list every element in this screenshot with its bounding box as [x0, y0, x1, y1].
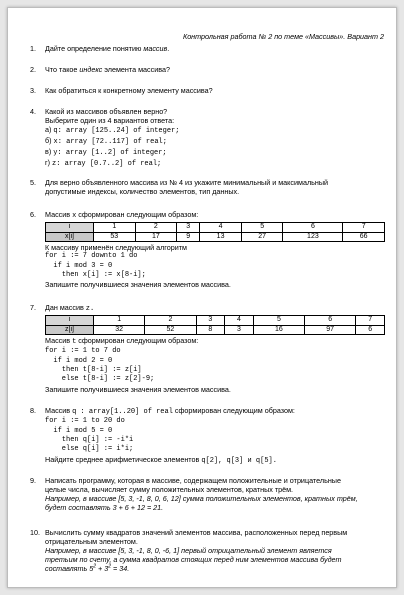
array-table-z — [45, 315, 385, 335]
option-label: в) — [45, 147, 52, 157]
table-cell: 53 — [94, 232, 136, 242]
question-text — [45, 303, 386, 314]
question-number: 9. — [30, 476, 36, 485]
question-10 — [30, 528, 386, 573]
question-3 — [30, 86, 386, 95]
question-number: 6. — [30, 210, 36, 219]
code-line: then q[i] := -i*i — [45, 435, 134, 444]
code-line: for i := 1 to 20 do — [45, 417, 125, 426]
question-text — [45, 210, 386, 221]
exponent: 2 — [93, 563, 97, 570]
intro-text-end: сформирован следующим образом: — [76, 336, 199, 346]
question-number: 1. — [30, 44, 36, 53]
example-text-cont: третьим по счету, а сумма квадратов стоящих перед ним элементов массива будет — [45, 555, 342, 565]
question-number: 8. — [30, 406, 36, 415]
table-cell: i — [46, 223, 94, 233]
code-line: else q[i] := i*i; — [45, 445, 134, 454]
question-text: Дайте определение понятию — [45, 44, 144, 53]
question-6 — [30, 210, 386, 290]
question-number: 10. — [30, 528, 40, 537]
array-name: t — [72, 338, 77, 347]
example-text-cont: будет составлять 3 + 6 + 12 = 21. — [45, 503, 164, 513]
task-elements: q[2], q[3] и q[5]. — [201, 456, 277, 465]
table-cell: 32 — [94, 325, 145, 335]
table-row — [46, 223, 385, 233]
table-cell: z[i] — [46, 325, 94, 335]
table-cell: 9 — [177, 232, 200, 242]
answer-option — [45, 147, 386, 158]
question-text-cont: отрицательным элементом. — [45, 537, 138, 547]
question-text-end: . — [167, 44, 170, 53]
question-text-end: элемента массива? — [102, 65, 170, 74]
table-row — [46, 316, 385, 326]
array-name: z. — [85, 305, 95, 313]
answer-option — [45, 136, 386, 147]
table-cell: 2 — [135, 223, 177, 233]
example-text: Например, в массиве [5, 3, -1, 8, 0, -6, 1] первый отрицательный элемент является — [45, 546, 332, 556]
example-text: Например, в массиве [5, 3, -1, 8, 0, 6, 12] сумма положительных элементов, кратных трём, — [45, 494, 358, 504]
question-text: Что такое — [45, 65, 80, 74]
code-line: if i mod 2 = 0 — [45, 356, 113, 365]
example-part: составлять 5 — [45, 564, 94, 574]
code-line: for i := 7 downto 1 do — [45, 252, 138, 261]
question-number: 7. — [30, 303, 36, 312]
exponent: 2 — [108, 563, 112, 570]
question-task: Запишите получившиеся значения элементов массива. — [45, 280, 231, 290]
table-cell: 8 — [196, 325, 225, 335]
table-cell: 3 — [196, 316, 225, 326]
code-line: else t[8-i] := z[2]-9; — [45, 375, 155, 384]
table-cell: 52 — [145, 325, 196, 335]
question-text: Вычислить сумму квадратов значений элементов массива, расположенных перед первым — [45, 528, 348, 537]
code-line: if i mod 3 = 0 — [45, 261, 113, 270]
table-cell: 6 — [283, 223, 343, 233]
algorithm-intro: К массиву применён следующий алгоритм — [45, 243, 187, 253]
option-label: б) — [45, 136, 52, 146]
question-2 — [30, 65, 386, 74]
question-number: 4. — [30, 107, 36, 116]
table-cell: 27 — [241, 232, 283, 242]
table-cell: 97 — [305, 325, 356, 335]
intro-text: Массив — [45, 210, 73, 219]
table-cell: 7 — [343, 223, 385, 233]
question-number: 3. — [30, 86, 36, 95]
question-5 — [30, 178, 386, 196]
code-line: if i mod 5 = 0 — [45, 426, 113, 435]
example-part: = 34. — [111, 564, 130, 574]
array-table-x — [45, 222, 385, 242]
table-cell: 6 — [356, 325, 385, 335]
question-number: 2. — [30, 65, 36, 74]
table-cell: 123 — [283, 232, 343, 242]
table-cell: 1 — [94, 316, 145, 326]
answer-option — [45, 125, 386, 136]
question-text-cont: целые числа, вычисляет сумму положительных элементов, кратных трём. — [45, 485, 294, 495]
intro-text-end: сформирован следующим образом: — [172, 406, 295, 415]
table-cell: i — [46, 316, 94, 326]
question-text-cont: допустимые индексы, количество элементов, тип данных. — [45, 187, 240, 197]
array-declaration: q : array[1..20] of real — [72, 408, 173, 416]
question-term: индекс — [79, 65, 103, 74]
intro-text: Массив — [45, 406, 73, 415]
table-cell: 16 — [253, 325, 304, 335]
question-8 — [30, 406, 386, 466]
question-task: Запишите получившиеся значения элементов массива. — [45, 384, 231, 394]
example-part: + 3 — [96, 564, 109, 574]
table-cell: 3 — [177, 223, 200, 233]
table-row — [46, 232, 385, 242]
table-cell: 13 — [200, 232, 242, 242]
question-1 — [30, 44, 386, 53]
table-cell: 17 — [135, 232, 177, 242]
question-7 — [30, 303, 386, 394]
code-line: then t[8-i] := z[i] — [45, 366, 142, 374]
option-code: x: array [72..117] of real; — [53, 138, 167, 147]
question-task — [45, 455, 386, 466]
table-cell: 2 — [145, 316, 196, 326]
question-number: 5. — [30, 178, 36, 187]
table-cell: 5 — [241, 223, 283, 233]
question-4 — [30, 107, 386, 170]
question-text: Написать программу, которая в массиве, содержащем положительные и отрицательные — [45, 476, 341, 485]
question-instruction: Выберите один из 4 вариантов ответа: — [45, 116, 175, 126]
table-cell: 4 — [225, 316, 254, 326]
task-text: Найдите среднее арифметическое элементов — [45, 454, 202, 464]
option-code: z: array [0.7..2] of real; — [52, 160, 162, 169]
question-text: Как обратиться к конкретному элементу массива? — [45, 86, 213, 95]
code-line: for i := 1 to 7 do — [45, 347, 121, 356]
question-text — [45, 406, 386, 417]
code-line: then x[i] := x[8-i]; — [45, 271, 146, 279]
question-9 — [30, 476, 386, 512]
option-code: q: array [125..24] of integer; — [53, 127, 180, 136]
table-cell: 5 — [253, 316, 304, 326]
table-row — [46, 325, 385, 335]
intro-text: Массив — [45, 336, 73, 346]
option-label: г) — [45, 158, 51, 168]
document-header: Контрольная работа № 2 по теме «Массивы». Вариант 2 — [182, 32, 384, 41]
algorithm-intro — [45, 336, 386, 347]
question-text: Какой из массивов объявлен верно? — [45, 107, 168, 116]
document-page — [7, 7, 397, 588]
example-result — [45, 564, 386, 573]
question-text: Для верно объявленного массива из № 4 из укажите минимальный и максимальный — [45, 178, 329, 187]
table-cell: 1 — [94, 223, 136, 233]
option-code: y: array [1..2] of integer; — [53, 149, 167, 158]
table-cell: 7 — [356, 316, 385, 326]
intro-text-end: сформирован следующим образом: — [76, 210, 199, 219]
table-cell: 66 — [343, 232, 385, 242]
question-term: массив — [143, 44, 168, 53]
answer-option — [45, 158, 386, 169]
table-cell: 6 — [305, 316, 356, 326]
table-cell: 3 — [225, 325, 254, 335]
array-name: x — [72, 212, 77, 220]
intro-text: Дан массив — [45, 303, 86, 312]
table-cell: x[i] — [46, 232, 94, 242]
option-label: а) — [45, 125, 52, 135]
table-cell: 4 — [200, 223, 242, 233]
